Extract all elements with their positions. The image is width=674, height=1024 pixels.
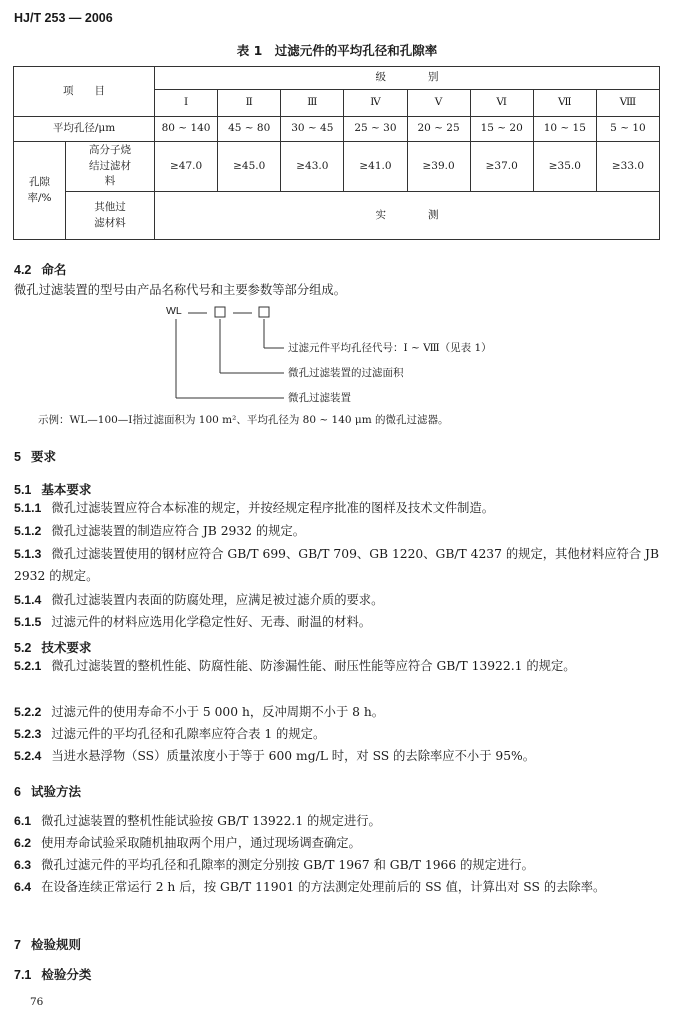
clause-text: 微孔过滤元件的平均孔径和孔隙率的测定分别按 GB/T 1967 和 GB/T 1966 的规定进行。 <box>41 858 534 872</box>
clause-text: 微孔过滤装置使用的钢材应符合 GB/T 699、GB/T 709、GB 1220、GB/T 4237 的规定，其他材料应符合 JB 2932 的规定。 <box>14 547 660 583</box>
porosity-cell: ≥47.0 <box>155 142 218 192</box>
polymer-label-text: 高分子烧结过滤材料 <box>89 143 131 188</box>
grade-cell: Ⅴ <box>407 90 470 117</box>
clause-5-1-5 <box>14 612 662 634</box>
porosity-cell: ≥33.0 <box>596 142 659 192</box>
section-number: 6 <box>14 785 21 799</box>
clause-number: 5.2.1 <box>14 659 42 673</box>
measured-cell: 实 测 <box>155 192 660 240</box>
other-label <box>66 192 155 240</box>
clause-text: 过滤元件的使用寿命不小于 5 000 h，反冲周期不小于 8 h。 <box>51 705 385 719</box>
clause-6-4 <box>14 877 662 899</box>
pore-size-cell: 25 ~ 30 <box>344 117 407 142</box>
pore-size-label: 平均孔径/μm <box>14 117 155 142</box>
section-number: 7 <box>14 938 21 952</box>
clause-number: 5.1.3 <box>14 547 42 561</box>
clause-5-2-2 <box>14 702 662 724</box>
section-title: 检验分类 <box>41 967 92 982</box>
clause-number: 6.3 <box>14 858 32 872</box>
item-header: 项 目 <box>14 67 155 117</box>
clause-5-2-4 <box>14 746 662 768</box>
clause-text: 微孔过滤装置的整机性能、防腐性能、防渗漏性能、耐压性能等应符合 GB/T 13922.1 的规定。 <box>51 659 576 673</box>
clause-5-1-4 <box>14 590 662 612</box>
porosity-cell: ≥35.0 <box>533 142 596 192</box>
section-7-1-heading <box>14 965 91 983</box>
clause-5-1-3 <box>14 544 662 587</box>
pore-table <box>13 66 660 240</box>
porosity-cell: ≥39.0 <box>407 142 470 192</box>
grade-cell: Ⅶ <box>533 90 596 117</box>
clause-number: 6.1 <box>14 814 32 828</box>
clause-text: 使用寿命试验采取随机抽取两个用户，通过现场调查确定。 <box>41 836 361 850</box>
clause-number: 5.2.4 <box>14 749 42 763</box>
section-number: 5.1 <box>14 483 32 497</box>
clause-text: 微孔过滤装置的整机性能试验按 GB/T 13922.1 的规定进行。 <box>41 814 381 828</box>
grade-cell: Ⅵ <box>470 90 533 117</box>
clause-5-1-1 <box>14 498 662 520</box>
section-number: 4.2 <box>14 263 32 277</box>
clause-text: 微孔过滤装置的制造应符合 JB 2932 的规定。 <box>51 524 306 538</box>
clause-6-1 <box>14 811 662 833</box>
page-number: 76 <box>30 996 44 1008</box>
grade-cell: Ⅲ <box>281 90 344 117</box>
clause-text: 当进水悬浮物（SS）质量浓度小于等于 600 mg/L 时，对 SS 的去除率应不小于 95%。 <box>51 749 536 763</box>
section-6-heading <box>14 782 81 800</box>
pore-size-cell: 10 ~ 15 <box>533 117 596 142</box>
porosity-cell: ≥41.0 <box>344 142 407 192</box>
section-title: 技术要求 <box>41 640 92 655</box>
polymer-label <box>66 142 155 192</box>
clause-text: 在设备连续正常运行 2 h 后，按 GB/T 11901 的方法测定处理前后的 SS 值，计算出对 SS 的去除率。 <box>41 880 606 894</box>
clause-6-2 <box>14 833 662 855</box>
clause-number: 6.4 <box>14 880 32 894</box>
table-caption: 表 1 过滤元件的平均孔径和孔隙率 <box>236 43 438 58</box>
clause-number: 5.1.5 <box>14 615 42 629</box>
clause-number: 5.2.3 <box>14 727 42 741</box>
clause-text: 微孔过滤装置内表面的防腐处理，应满足被过滤介质的要求。 <box>51 593 384 607</box>
clause-5-1-2 <box>14 521 662 543</box>
section-number: 5 <box>14 450 21 464</box>
standard-header: HJ/T 253 — 2006 <box>14 11 113 25</box>
clause-6-3 <box>14 855 662 877</box>
section-4-2-heading <box>14 260 66 278</box>
pore-size-cell: 5 ~ 10 <box>596 117 659 142</box>
grade-cell: Ⅱ <box>218 90 281 117</box>
pore-size-cell: 45 ~ 80 <box>218 117 281 142</box>
section-title: 要求 <box>30 449 56 464</box>
clause-number: 5.1.1 <box>14 501 42 515</box>
label-filter-area: 微孔过滤装置的过滤面积 <box>288 367 404 379</box>
pore-size-cell: 20 ~ 25 <box>407 117 470 142</box>
pore-size-cell: 80 ~ 140 <box>155 117 218 142</box>
clause-number: 5.1.2 <box>14 524 42 538</box>
section-title: 试验方法 <box>30 784 81 799</box>
grade-cell: Ⅰ <box>155 90 218 117</box>
grade-header: 级 别 <box>155 67 660 90</box>
section-number: 5.2 <box>14 641 32 655</box>
clause-number: 5.1.4 <box>14 593 42 607</box>
clause-number: 6.2 <box>14 836 32 850</box>
porosity-cell: ≥45.0 <box>218 142 281 192</box>
pore-size-cell: 15 ~ 20 <box>470 117 533 142</box>
label-grade-code: 过滤元件平均孔径代号：Ⅰ ~ Ⅷ（见表 1） <box>288 342 492 354</box>
section-title: 基本要求 <box>41 482 92 497</box>
section-5-heading <box>14 447 56 465</box>
clause-text: 微孔过滤装置应符合本标准的规定，并按经规定程序批准的图样及技术文件制造。 <box>51 501 495 515</box>
section-5-1-heading <box>14 480 91 498</box>
section-title: 检验规则 <box>30 937 81 952</box>
model-code-prefix: WL <box>166 305 182 317</box>
pore-size-cell: 30 ~ 45 <box>281 117 344 142</box>
clause-number: 5.2.2 <box>14 705 42 719</box>
naming-example: 示例：WL—100—Ⅰ指过滤面积为 100 m²、平均孔径为 80 ~ 140 μm 的微孔过滤器。 <box>38 414 449 426</box>
porosity-cell: ≥37.0 <box>470 142 533 192</box>
label-device: 微孔过滤装置 <box>288 392 351 404</box>
clause-text: 过滤元件的平均孔径和孔隙率应符合表 1 的规定。 <box>51 727 326 741</box>
section-7-heading <box>14 935 81 953</box>
porosity-label <box>14 142 66 240</box>
naming-text: 微孔过滤装置的型号由产品名称代号和主要参数等部分组成。 <box>14 283 347 297</box>
clause-5-2-1 <box>14 656 662 678</box>
grade-cell: Ⅷ <box>596 90 659 117</box>
section-5-2-heading <box>14 638 91 656</box>
clause-5-2-3 <box>14 724 662 746</box>
clause-text: 过滤元件的材料应选用化学稳定性好、无毒、耐温的材料。 <box>51 615 372 629</box>
grade-cell: Ⅳ <box>344 90 407 117</box>
porosity-cell: ≥43.0 <box>281 142 344 192</box>
other-label-text: 其他过滤材料 <box>94 200 126 229</box>
section-number: 7.1 <box>14 968 32 982</box>
porosity-label-text: 孔隙率/% <box>27 175 52 204</box>
model-code-diagram <box>0 300 674 410</box>
section-title: 命名 <box>41 262 67 277</box>
